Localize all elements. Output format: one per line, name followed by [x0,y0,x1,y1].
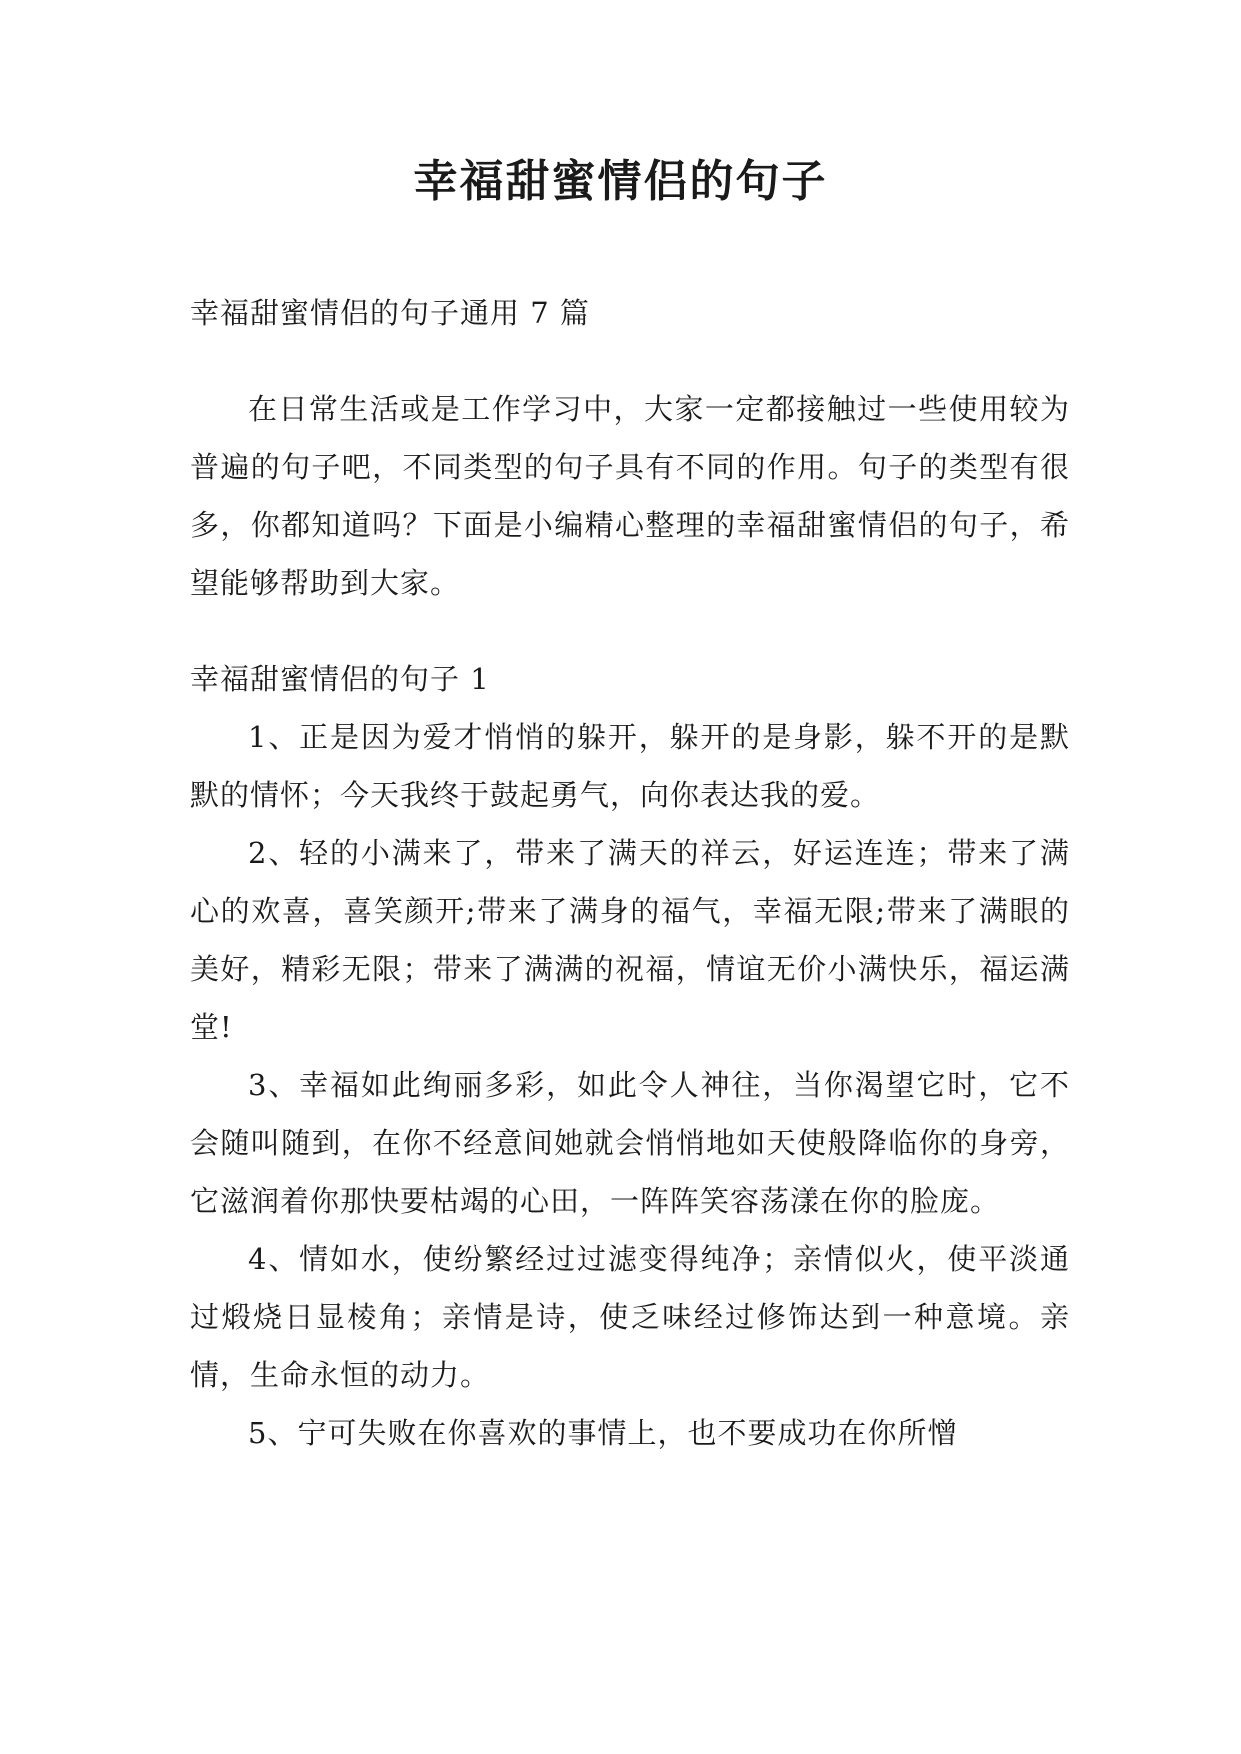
list-item: 2、轻的小满来了，带来了满天的祥云，好运连连；带来了满心的欢喜，喜笑颜开;带来了满身的福气，幸福无限;带来了满眼的美好，精彩无限；带来了满满的祝福，情谊无价小满快乐，福运满堂! [190,836,1070,1044]
document-title: 幸福甜蜜情侣的句子 [413,156,828,207]
list-item: 4、情如水，使纷繁经过过滤变得纯净；亲情似火，使平淡通过煅烧日显棱角；亲情是诗，使乏味经过修饰达到一种意境。亲情，生命永恒的动力。 [190,1242,1070,1392]
document-body [190,284,1070,1462]
section-heading: 幸福甜蜜情侣的句子 1 [190,662,490,696]
list-item: 1、正是因为爱才悄悄的躲开，躲开的是身影，躲不开的是默默的情怀；今天我终于鼓起勇气，向你表达我的爱。 [190,720,1070,812]
intro-paragraph: 在日常生活或是工作学习中，大家一定都接触过一些使用较为普遍的句子吧，不同类型的句子具有不同的作用。句子的类型有很多，你都知道吗？下面是小编精心整理的幸福甜蜜情侣的句子，希望能够帮助到大家。 [190,392,1070,600]
document-subtitle: 幸福甜蜜情侣的句子通用 7 篇 [190,296,590,330]
list-item: 3、幸福如此绚丽多彩，如此令人神往，当你渴望它时，它不会随叫随到，在你不经意间她就会悄悄地如天使般降临你的身旁，它滋润着你那快要枯竭的心田，一阵阵笑容荡漾在你的脸庞。 [190,1068,1070,1218]
list-item: 5、宁可失败在你喜欢的事情上，也不要成功在你所憎 [248,1416,958,1450]
